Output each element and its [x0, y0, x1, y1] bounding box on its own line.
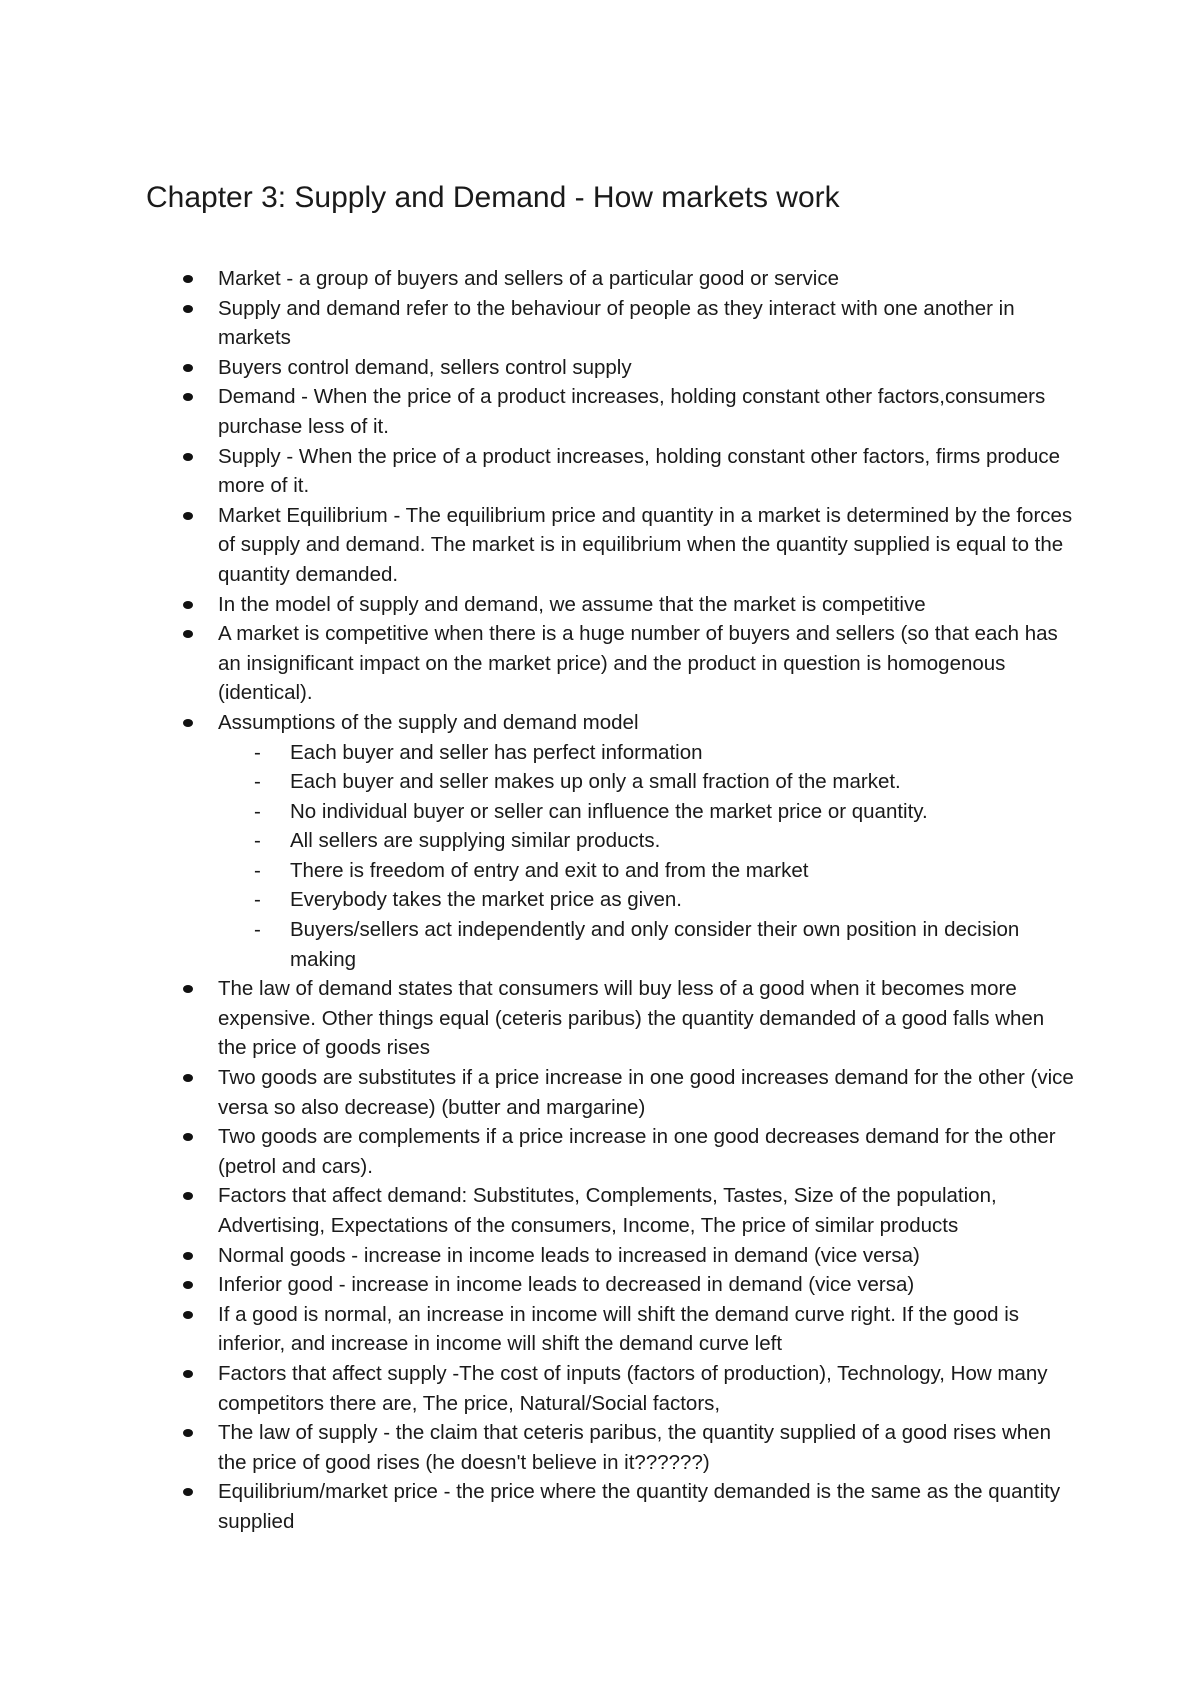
bullet-text: The law of supply - the claim that ceteris paribus, the quantity supplied of a good rises when the price of good rises (he doesn't believe in it??????)	[218, 1421, 1051, 1474]
dash-icon: -	[254, 770, 261, 794]
dash-icon: -	[254, 799, 261, 823]
bullet-text: Buyers control demand, sellers control supply	[218, 355, 632, 379]
bullet-item	[0, 501, 1078, 590]
bullet-dot-icon	[183, 985, 193, 993]
bullet-dot-icon	[183, 1192, 193, 1200]
bullet-text: Normal goods - increase in income leads to increased in demand (vice versa)	[218, 1243, 920, 1267]
bullet-item	[0, 974, 1078, 1063]
bullet-item	[0, 1270, 1078, 1300]
sub-bullet-item	[218, 738, 1050, 768]
bullet-text: If a good is normal, an increase in income will shift the demand curve right. If the good is inferior, and increase in income will shift the demand curve left	[218, 1302, 1020, 1356]
sub-bullet-item	[218, 797, 1050, 827]
bullet-item	[0, 1477, 1078, 1536]
bullet-text: Market - a group of buyers and sellers of a particular good or service	[218, 267, 839, 290]
sub-bullet-item	[218, 826, 1050, 856]
bullet-dot-icon	[183, 1074, 193, 1082]
dash-icon: -	[254, 858, 261, 882]
bullet-text: Assumptions of the supply and demand model	[218, 710, 639, 734]
bullet-item	[0, 590, 1078, 620]
sub-bullet-text: There is freedom of entry and exit to and from the market	[290, 858, 809, 882]
bullet-item	[0, 619, 1078, 708]
bullet-dot-icon	[183, 1429, 193, 1437]
bullet-text: In the model of supply and demand, we assume that the market is competitive	[218, 592, 926, 616]
bullet-item	[0, 708, 1078, 974]
sub-bullet-item	[218, 885, 1050, 915]
bullet-text: Demand - When the price of a product increases, holding constant other factors,consumers purchase less of it.	[218, 385, 1046, 438]
bullet-dot-icon	[183, 1252, 193, 1260]
bullet-item	[0, 442, 1078, 501]
bullet-dot-icon	[183, 719, 193, 727]
page-title: Chapter 3: Supply and Demand - How markets work	[146, 181, 840, 214]
bullet-item	[0, 294, 1078, 353]
bullet-dot-icon	[183, 275, 193, 283]
sub-bullet-item	[218, 856, 1050, 886]
sub-bullet-list	[218, 738, 1078, 975]
bullet-text: Two goods are substitutes if a price increase in one good increases demand for the other (vice versa so also decrease) (butter and margarine)	[218, 1066, 1074, 1119]
dash-icon: -	[254, 740, 261, 764]
bullet-item	[0, 382, 1078, 441]
bullet-item	[0, 1241, 1078, 1271]
bullet-text: Market Equilibrium - The equilibrium price and quantity in a market is determined by the forces of supply and demand. The market is in equilibrium when the quantity supplied is equal to the quantity demanded.	[218, 503, 1073, 586]
sub-bullet-text: Everybody takes the market price as given.	[290, 888, 682, 912]
sub-bullet-text: Each buyer and seller has perfect information	[290, 740, 703, 764]
bullet-list	[0, 264, 1100, 1537]
sub-bullet-text: All sellers are supplying similar products.	[290, 829, 661, 853]
bullet-item	[0, 1122, 1078, 1181]
bullet-dot-icon	[183, 364, 193, 372]
bullet-item	[0, 1181, 1078, 1240]
bullet-item	[0, 1418, 1078, 1477]
bullet-dot-icon	[183, 1370, 193, 1378]
bullet-item	[0, 353, 1078, 383]
sub-bullet-text: No individual buyer or seller can influence the market price or quantity.	[290, 799, 928, 823]
bullet-item	[0, 1063, 1078, 1122]
bullet-dot-icon	[183, 305, 193, 313]
bullet-dot-icon	[183, 1133, 193, 1141]
bullet-item	[0, 264, 1078, 294]
bullet-text: Supply - When the price of a product increases, holding constant other factors, firms produce more of it.	[218, 444, 1061, 498]
bullet-text: Two goods are complements if a price increase in one good decreases demand for the other (petrol and cars).	[218, 1125, 1056, 1178]
bullet-dot-icon	[183, 1311, 193, 1319]
bullet-text: The law of demand states that consumers will buy less of a good when it becomes more expensive. Other things equal (ceteris paribus) the quantity demanded of a good falls when the price of goods rises	[218, 977, 1045, 1060]
dash-icon: -	[254, 829, 261, 853]
bullet-dot-icon	[183, 393, 193, 401]
bullet-dot-icon	[183, 601, 193, 609]
bullet-item	[0, 1359, 1078, 1418]
bullet-text: A market is competitive when there is a huge number of buyers and sellers (so that each has an insignificant impact on the market price) and the product in question is homogenous (identical).	[218, 622, 1058, 705]
bullet-dot-icon	[183, 630, 193, 638]
bullet-dot-icon	[183, 512, 193, 520]
bullet-text: Factors that affect demand: Substitutes, Complements, Tastes, Size of the population, Advertising, Expectations of the consumers, Income, The price of similar products	[218, 1184, 997, 1237]
bullet-dot-icon	[183, 453, 193, 461]
sub-bullet-item	[218, 915, 1050, 974]
sub-bullet-text: Each buyer and seller makes up only a small fraction of the market.	[290, 770, 901, 794]
bullet-item	[0, 1300, 1078, 1359]
bullet-dot-icon	[183, 1281, 193, 1289]
bullet-text: Supply and demand refer to the behaviour of people as they interact with one another in markets	[218, 296, 1015, 350]
bullet-text: Equilibrium/market price - the price where the quantity demanded is the same as the quantity supplied	[218, 1480, 1061, 1533]
sub-bullet-text: Buyers/sellers act independently and only consider their own position in decision making	[290, 918, 1020, 971]
bullet-text: Factors that affect supply -The cost of inputs (factors of production), Technology, How many competitors there are, The price, Natural/Social factors,	[218, 1361, 1048, 1415]
sub-bullet-item	[218, 767, 1050, 797]
bullet-dot-icon	[183, 1488, 193, 1496]
dash-icon: -	[254, 918, 261, 942]
bullet-text: Inferior good - increase in income leads to decreased in demand (vice versa)	[218, 1273, 915, 1297]
dash-icon: -	[254, 888, 261, 912]
